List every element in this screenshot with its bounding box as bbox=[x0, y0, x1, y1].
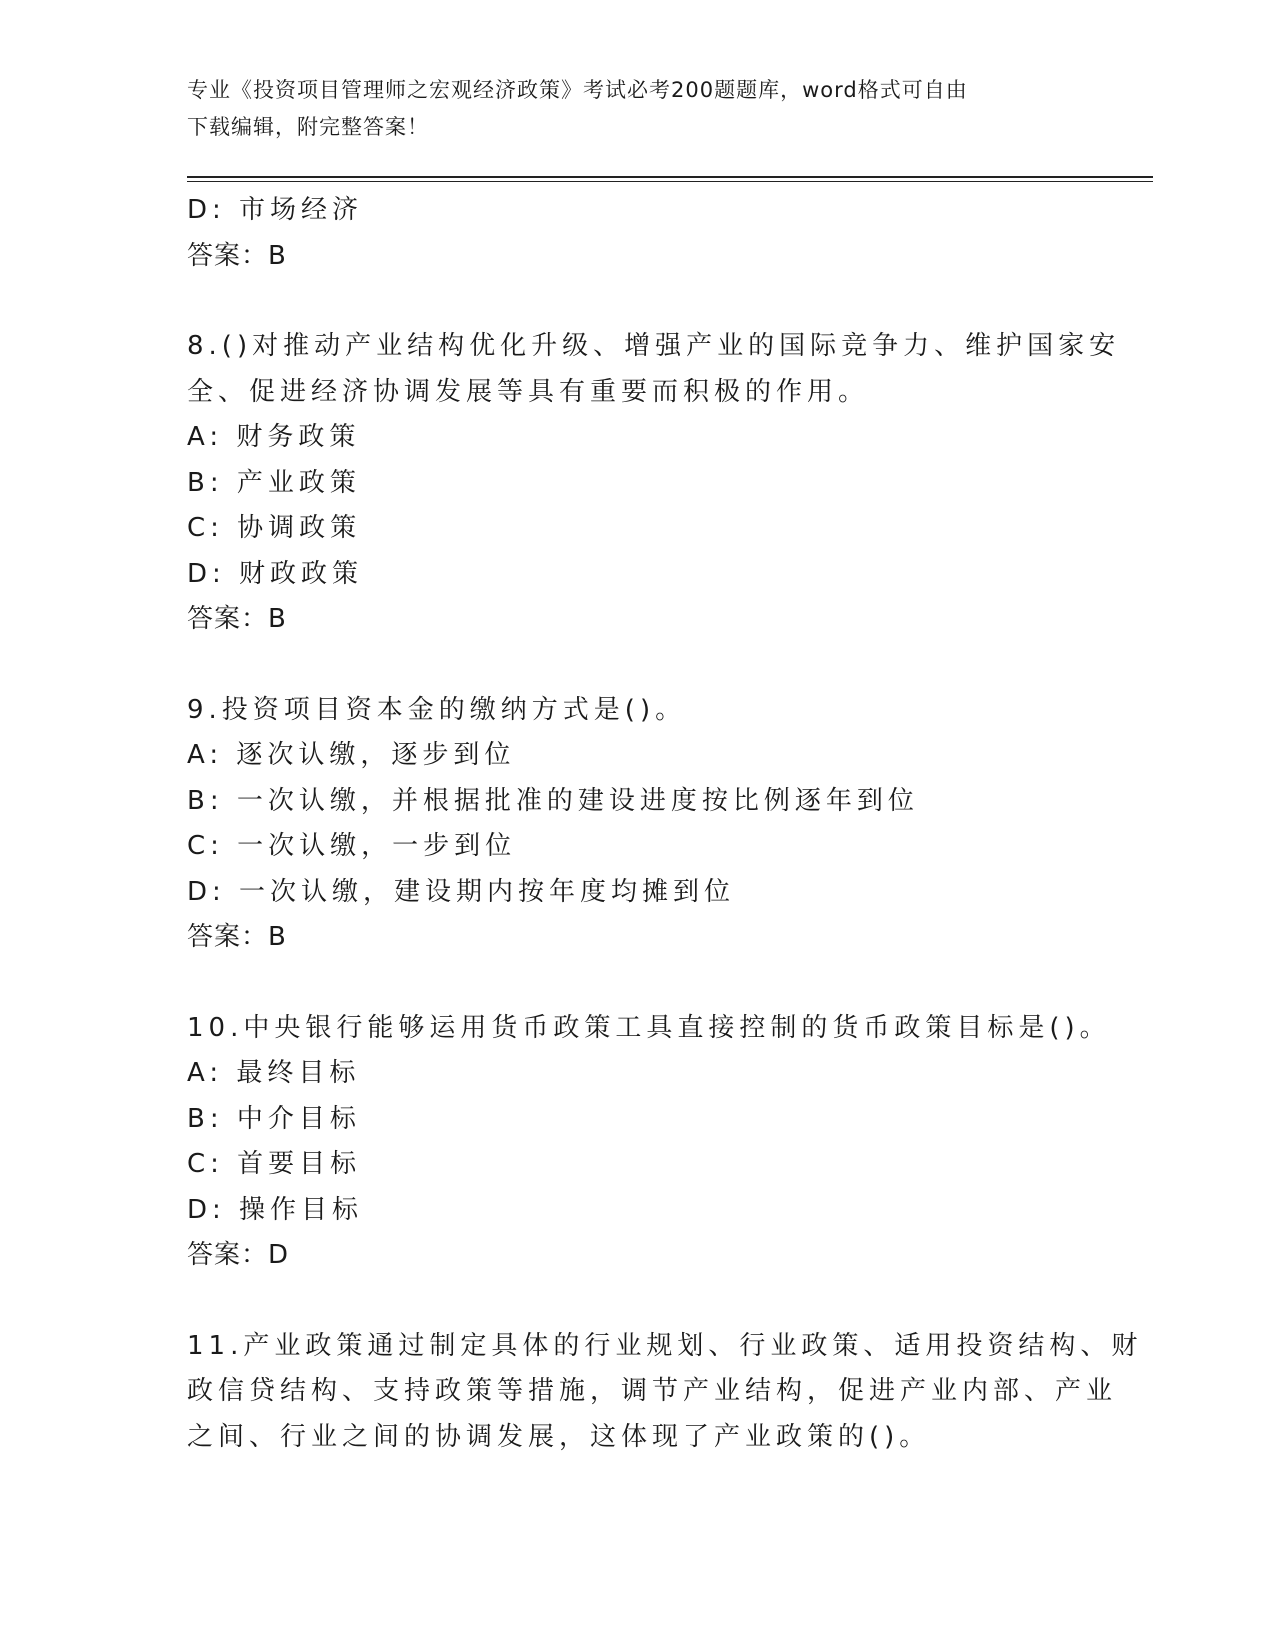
question-9 bbox=[187, 688, 1087, 961]
question-8 bbox=[187, 324, 1121, 643]
header-line-1: 专业《投资项目管理师之宏观经济政策》考试必考200题题库，word格式可自由 bbox=[187, 78, 968, 102]
option-b: B: 中介目标 bbox=[187, 1103, 361, 1134]
option-d: D: 财政政策 bbox=[187, 558, 364, 589]
document-body bbox=[187, 188, 1143, 1460]
option-c: C: 协调政策 bbox=[187, 513, 362, 543]
header-divider-thin bbox=[187, 181, 1153, 182]
answer: 答案：B bbox=[187, 604, 287, 634]
option-a: A: 逐次认缴，逐步到位 bbox=[187, 740, 516, 770]
question-stem: 10.中央银行能够运用货币政策工具直接控制的货币政策目标是()。 bbox=[187, 1012, 1111, 1043]
option-b: B: 一次认缴，并根据批准的建设进度按比例逐年到位 bbox=[187, 785, 919, 816]
header-divider-thick bbox=[187, 176, 1153, 178]
option-a: A: 最终目标 bbox=[187, 1058, 361, 1088]
option-d: D: 操作目标 bbox=[187, 1194, 364, 1225]
answer: 答案：B bbox=[187, 240, 287, 271]
option-c: C: 首要目标 bbox=[187, 1149, 362, 1179]
question-stem: 8.()对推动产业结构优化升级、增强产业的国际竞争力、维护国家安 bbox=[187, 331, 1121, 361]
option-c: C: 一次认缴，一步到位 bbox=[187, 831, 517, 861]
question-stem: 11.产业政策通过制定具体的行业规划、行业政策、适用投资结构、财 bbox=[187, 1330, 1143, 1361]
option-b: B: 产业政策 bbox=[187, 467, 361, 498]
question-stem: 政信贷结构、支持政策等措施，调节产业结构，促进产业内部、产业 bbox=[187, 1376, 1118, 1406]
option-d: D: 市场经济 bbox=[187, 195, 364, 225]
answer: 答案：D bbox=[187, 1240, 290, 1270]
question-10 bbox=[187, 1006, 1111, 1279]
answer: 答案：B bbox=[187, 922, 287, 952]
prev-question-tail bbox=[187, 188, 1087, 279]
question-11 bbox=[187, 1324, 1143, 1461]
question-stem: 之间、行业之间的协调发展，这体现了产业政策的()。 bbox=[187, 1421, 931, 1452]
question-stem: 全、促进经济协调发展等具有重要而积极的作用。 bbox=[187, 376, 870, 407]
option-a: A: 财务政策 bbox=[187, 422, 361, 452]
header-line-2: 下载编辑，附完整答案！ bbox=[187, 115, 429, 139]
option-d: D: 一次认缴，建设期内按年度均摊到位 bbox=[187, 876, 736, 907]
question-stem: 9.投资项目资本金的缴纳方式是()。 bbox=[187, 694, 687, 725]
document-header bbox=[187, 72, 1067, 146]
